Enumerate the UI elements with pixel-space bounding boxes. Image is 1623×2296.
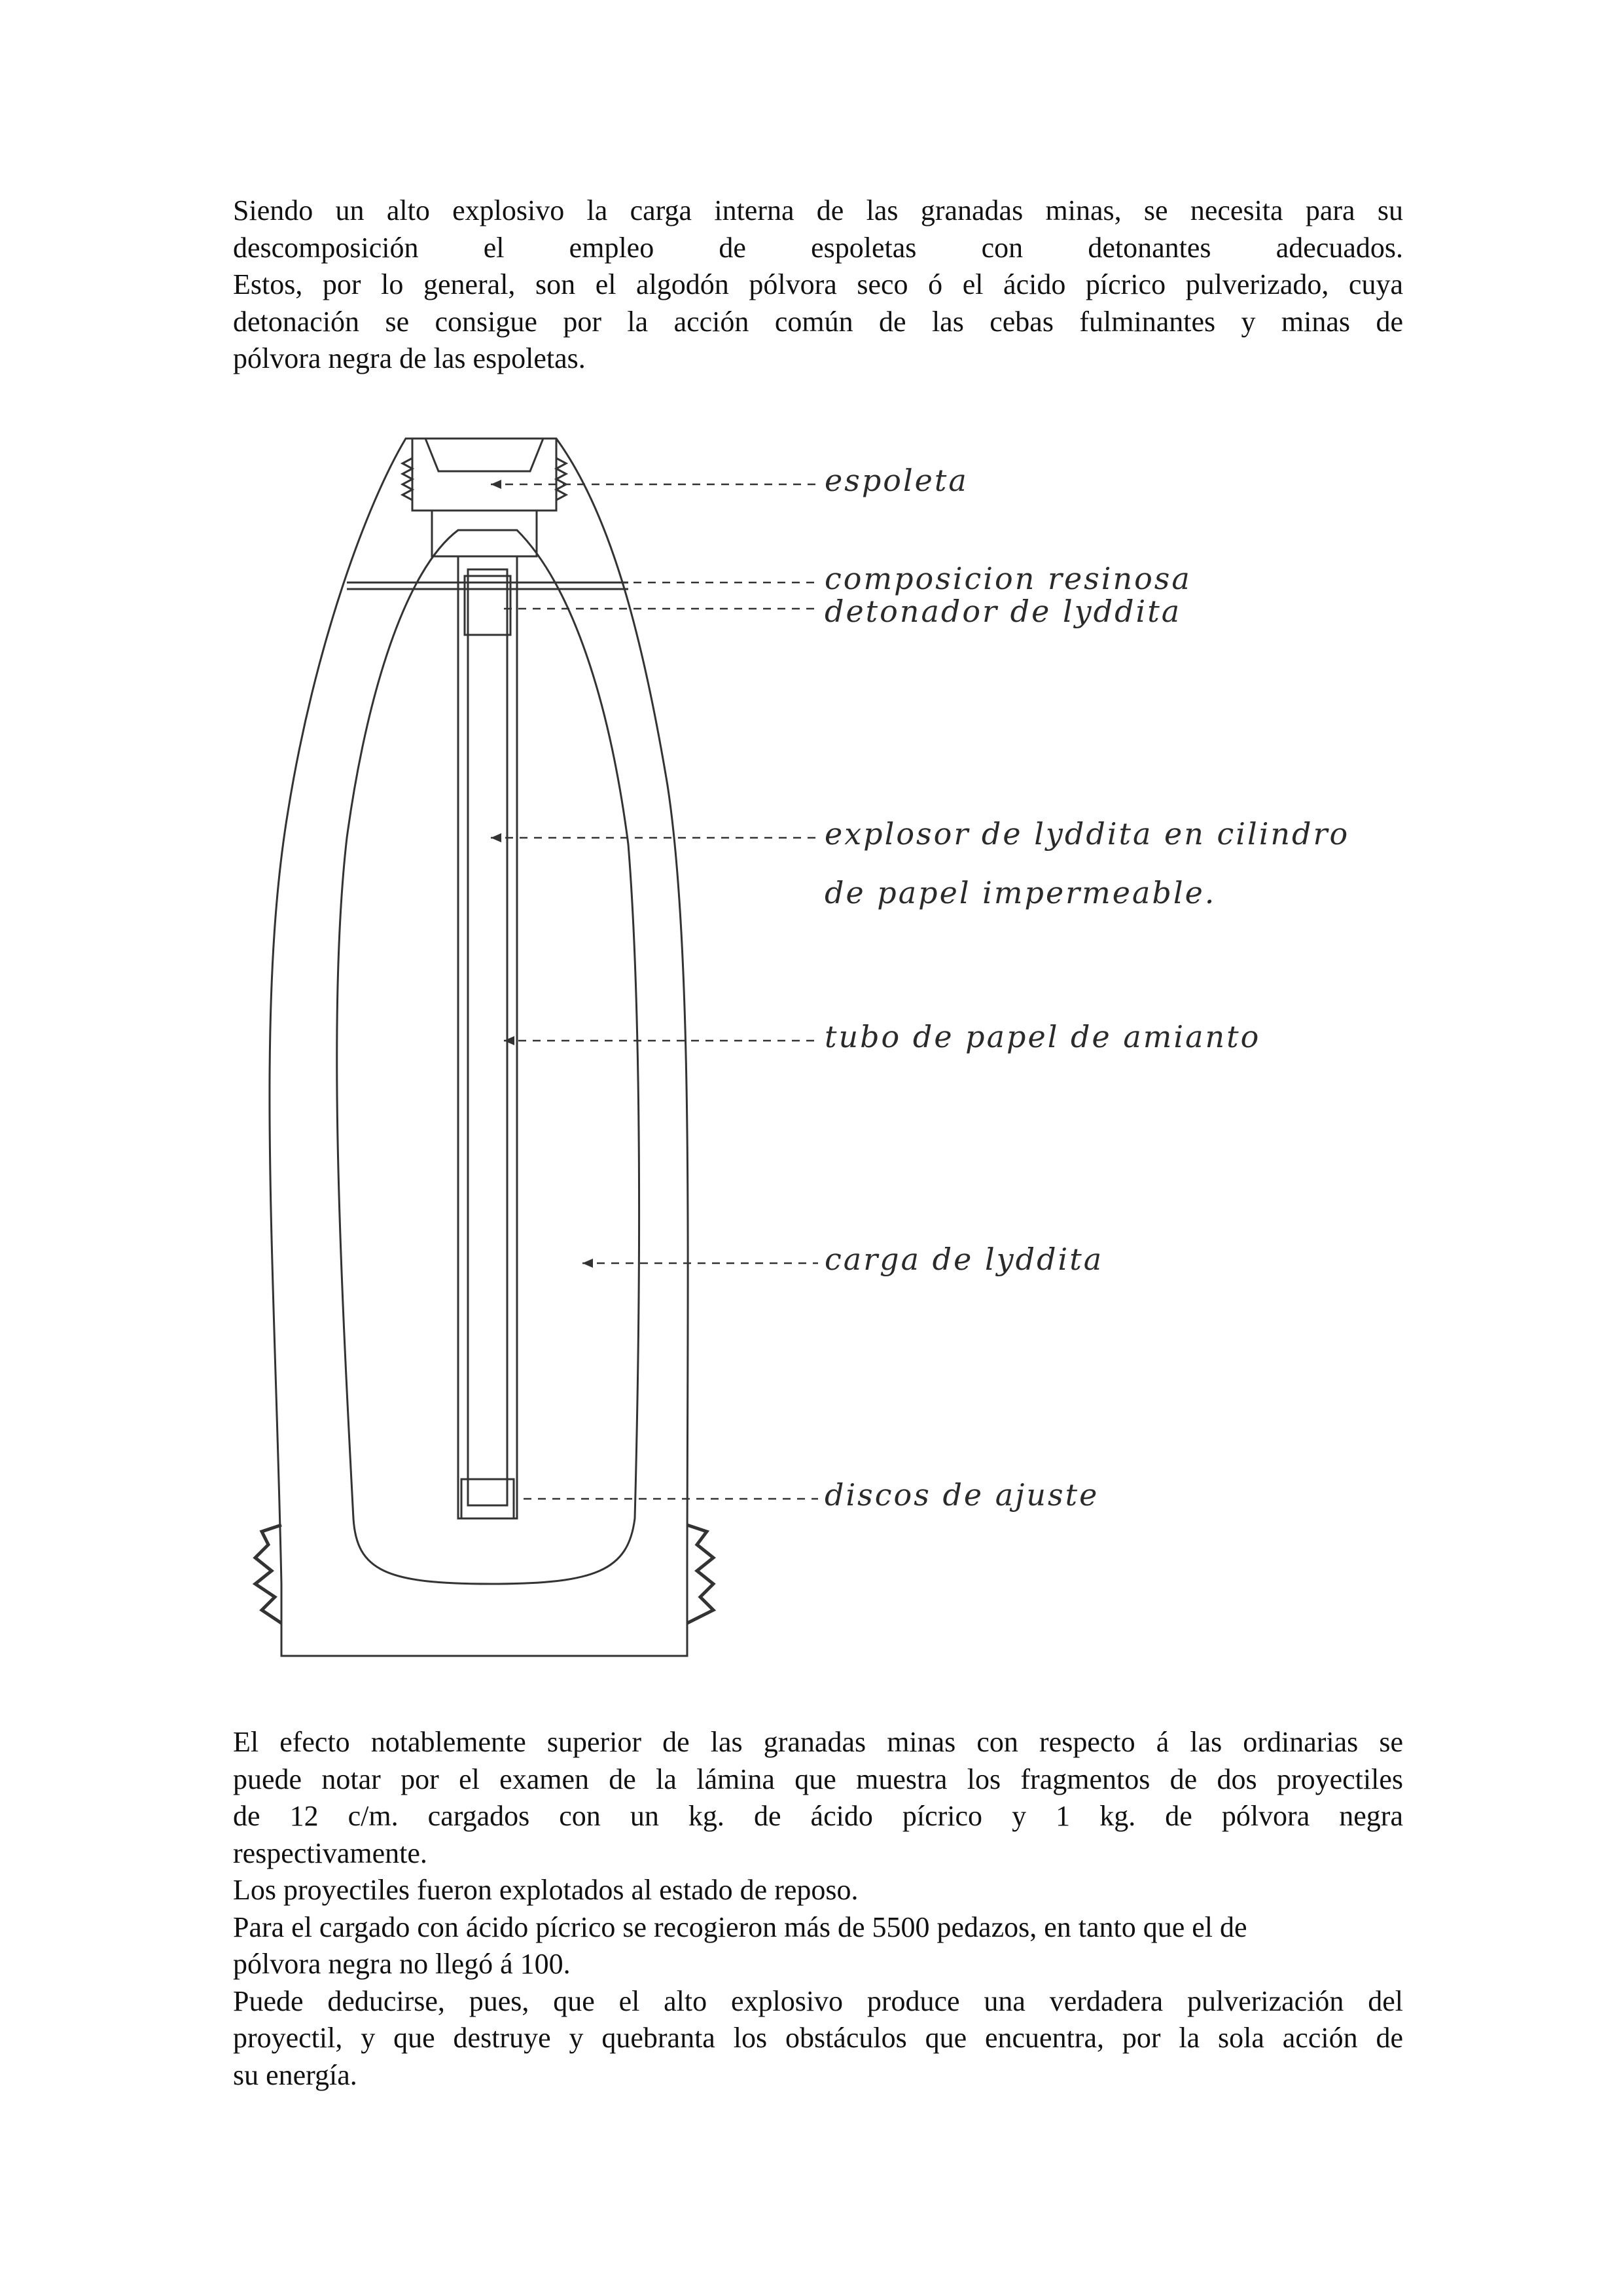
- arrow-carga: [582, 1259, 593, 1268]
- intro-paragraph: [233, 192, 1403, 378]
- arrow-tubo: [504, 1036, 514, 1045]
- intro-line: Siendo un alto explosivo la carga interna de las granadas minas, se necesita para su: [233, 194, 1403, 226]
- conclusion-line: Puede deducirse, pues, que el alto explosivo produce una verdadera pulverización del: [233, 1984, 1403, 2017]
- conclusion-line: proyectil, y que destruye y quebranta los obstáculos que encuentra, por la sola acción de: [233, 2022, 1403, 2054]
- fuze-thread: [402, 458, 566, 500]
- pieces-line: pólvora negra no llegó á 100.: [233, 1948, 571, 1980]
- label-explosor-2: de papel impermeable.: [825, 875, 1217, 910]
- adjusting-discs: [461, 1479, 514, 1518]
- shell-outer-outline: [270, 439, 688, 1656]
- effect-paragraph: [233, 1724, 1403, 2094]
- label-tubo: tubo de papel de amianto: [825, 1019, 1261, 1054]
- asbestos-paper-tube: [468, 569, 507, 1505]
- detonator-capsule: [465, 576, 510, 635]
- shell-diagram: [216, 419, 1420, 1702]
- arrow-espoleta: [491, 480, 501, 489]
- label-composicion: composicion resinosa: [825, 561, 1192, 596]
- intro-line: descomposición el empleo de espoletas con detonantes adecuados.: [233, 231, 1403, 264]
- fuze-body: [412, 439, 556, 511]
- label-explosor-1: explosor de lyddita en cilindro: [825, 816, 1350, 852]
- intro-line: pólvora negra de las espoletas.: [233, 342, 586, 374]
- label-detonador: detonador de lyddita: [825, 594, 1182, 629]
- intro-line: Estos, por lo general, son el algodón pólvora seco ó el ácido pícrico pulverizado, cuya: [233, 268, 1403, 300]
- resin-layer: [347, 583, 628, 589]
- pieces-line: Para el cargado con ácido pícrico se recogieron más de 5500 pedazos, en tanto que el de: [233, 1910, 1247, 1943]
- effect-line: puede notar por el examen de la lámina que muestra los fragmentos de dos proyectiles: [233, 1763, 1403, 1795]
- conclusion-line: su energía.: [233, 2058, 357, 2091]
- label-espoleta: espoleta: [825, 463, 969, 498]
- label-discos: discos de ajuste: [825, 1477, 1099, 1513]
- shell-drawing: [216, 419, 1420, 1702]
- fuze-cup: [425, 439, 543, 471]
- rest-line: Los proyectiles fueron explotados al estado de reposo.: [233, 1874, 859, 1906]
- effect-line: respectivamente.: [233, 1837, 427, 1869]
- arrow-heads: [491, 480, 593, 1268]
- label-carga: carga de lyddita: [825, 1242, 1104, 1277]
- arrow-explosor: [491, 833, 501, 842]
- driving-band-right: [687, 1525, 713, 1623]
- effect-line: El efecto notablemente superior de las granadas minas con respecto á las ordinarias se: [233, 1726, 1403, 1758]
- shell-inner-cavity: [337, 530, 639, 1584]
- intro-line: detonación se consigue por la acción común de las cebas fulminantes y minas de: [233, 305, 1403, 338]
- effect-line: de 12 c/m. cargados con un kg. de ácido pícrico y 1 kg. de pólvora negra: [233, 1800, 1403, 1832]
- driving-band-left: [255, 1525, 281, 1623]
